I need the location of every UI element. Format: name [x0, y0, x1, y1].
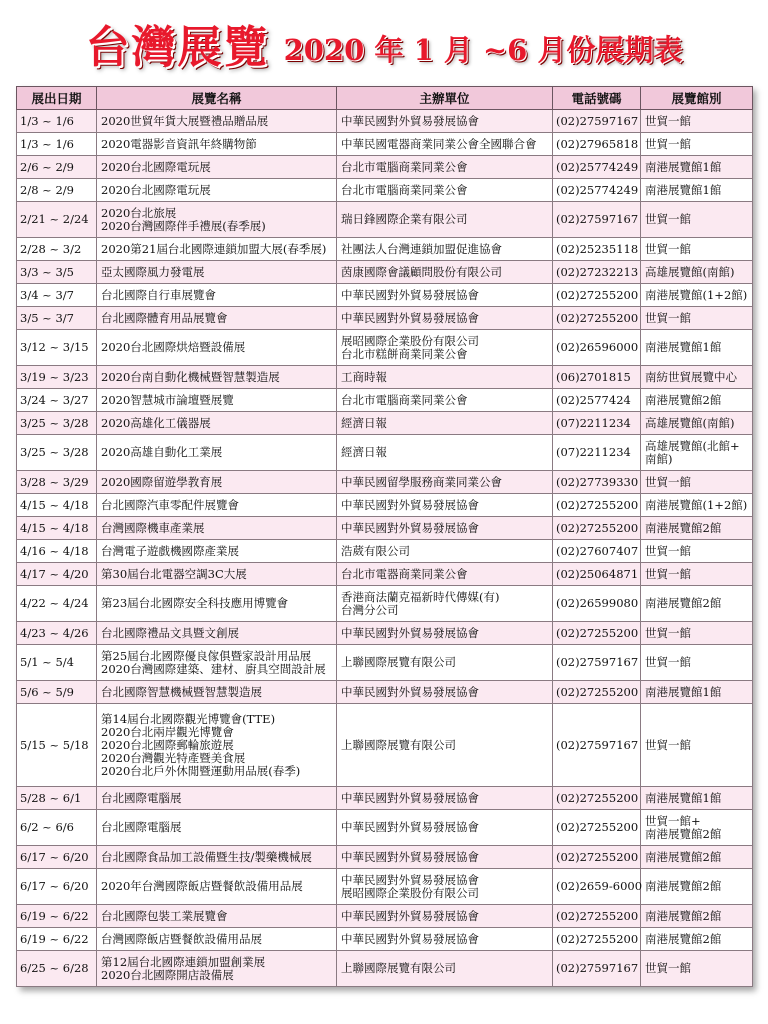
exhibition-name-cell: 台北國際體育用品展覽會 — [97, 307, 337, 330]
organizer-cell: 中華民國對外貿易發展協會 展昭國際企業股份有限公司 — [337, 869, 553, 905]
exhibition-name-cell: 2020第21屆台北國際連鎖加盟大展(春季展) — [97, 238, 337, 261]
exhibition-name-cell: 2020國際留遊學教育展 — [97, 471, 337, 494]
exhibition-name-cell: 2020年台灣國際飯店暨餐飲設備用品展 — [97, 869, 337, 905]
table-row — [17, 471, 753, 494]
phone-number-cell: (02)27255200 — [553, 681, 641, 704]
organizer-cell: 瑞日鋒國際企業有限公司 — [337, 202, 553, 238]
phone-number-cell: (02)27965818 — [553, 133, 641, 156]
phone-number-cell: (06)2701815 — [553, 366, 641, 389]
phone-number-cell: (02)25774249 — [553, 156, 641, 179]
exhibition-name-cell: 第12屆台北國際連鎖加盟創業展 2020台北國際開店設備展 — [97, 951, 337, 987]
venue-cell: 世貿一館 — [641, 133, 753, 156]
venue-cell: 南港展覽館2館 — [641, 928, 753, 951]
exhibition-date-cell: 3/24 ~ 3/27 — [17, 389, 97, 412]
venue-cell: 南紡世貿展覽中心 — [641, 366, 753, 389]
exhibition-date-cell: 4/15 ~ 4/18 — [17, 494, 97, 517]
venue-cell: 南港展覽館(1+2館) — [641, 284, 753, 307]
organizer-cell: 上聯國際展覽有限公司 — [337, 645, 553, 681]
exhibition-date-cell: 3/5 ~ 3/7 — [17, 307, 97, 330]
table-row — [17, 110, 753, 133]
exhibition-date-cell: 3/19 ~ 3/23 — [17, 366, 97, 389]
table-row — [17, 787, 753, 810]
table-row — [17, 704, 753, 787]
exhibition-date-cell: 4/15 ~ 4/18 — [17, 517, 97, 540]
venue-cell: 南港展覽館1館 — [641, 787, 753, 810]
column-header-organizer: 主辦單位 — [337, 87, 553, 110]
table-row — [17, 494, 753, 517]
phone-number-cell: (02)26599080 — [553, 586, 641, 622]
table-row — [17, 202, 753, 238]
table-row — [17, 517, 753, 540]
table-row — [17, 412, 753, 435]
table-row — [17, 179, 753, 202]
table-row — [17, 156, 753, 179]
phone-number-cell: (02)27232213 — [553, 261, 641, 284]
exhibition-name-cell: 2020台北國際電玩展 — [97, 179, 337, 202]
phone-number-cell: (02)27255200 — [553, 284, 641, 307]
exhibition-name-cell: 台北國際自行車展覽會 — [97, 284, 337, 307]
column-header-name: 展覽名稱 — [97, 87, 337, 110]
exhibition-date-cell: 6/17 ~ 6/20 — [17, 869, 97, 905]
venue-cell: 南港展覽館2館 — [641, 846, 753, 869]
venue-cell: 高雄展覽館(北館+ 南館) — [641, 435, 753, 471]
table-row — [17, 284, 753, 307]
table-row — [17, 810, 753, 846]
organizer-cell: 中華民國留學服務商業同業公會 — [337, 471, 553, 494]
exhibition-name-cell: 第23屆台北國際安全科技應用博覽會 — [97, 586, 337, 622]
table-row — [17, 435, 753, 471]
title-bar — [0, 0, 768, 80]
exhibition-date-cell: 5/6 ~ 5/9 — [17, 681, 97, 704]
organizer-cell: 中華民國對外貿易發展協會 — [337, 494, 553, 517]
venue-cell: 世貿一館 — [641, 471, 753, 494]
venue-cell: 南港展覽館1館 — [641, 330, 753, 366]
phone-number-cell: (02)27739330 — [553, 471, 641, 494]
exhibition-name-cell: 台北國際包裝工業展覽會 — [97, 905, 337, 928]
exhibition-name-cell: 2020世貿年貨大展暨禮品贈品展 — [97, 110, 337, 133]
exhibition-date-cell: 2/8 ~ 2/9 — [17, 179, 97, 202]
venue-cell: 南港展覽館2館 — [641, 517, 753, 540]
phone-number-cell: (02)27597167 — [553, 951, 641, 987]
exhibition-name-cell: 2020台南自動化機械暨智慧製造展 — [97, 366, 337, 389]
phone-number-cell: (02)27597167 — [553, 110, 641, 133]
organizer-cell: 中華民國對外貿易發展協會 — [337, 284, 553, 307]
exhibition-date-cell: 5/1 ~ 5/4 — [17, 645, 97, 681]
organizer-cell: 中華民國對外貿易發展協會 — [337, 307, 553, 330]
venue-cell: 南港展覽館1館 — [641, 681, 753, 704]
venue-cell: 高雄展覽館(南館) — [641, 412, 753, 435]
venue-cell: 南港展覽館1館 — [641, 179, 753, 202]
schedule-table — [16, 86, 753, 987]
exhibition-date-cell: 4/22 ~ 4/24 — [17, 586, 97, 622]
exhibition-name-cell: 台灣電子遊戲機國際產業展 — [97, 540, 337, 563]
venue-cell: 高雄展覽館(南館) — [641, 261, 753, 284]
exhibition-name-cell: 台北國際食品加工設備暨生技/製藥機械展 — [97, 846, 337, 869]
table-row — [17, 238, 753, 261]
exhibition-date-cell: 3/25 ~ 3/28 — [17, 435, 97, 471]
exhibition-date-cell: 4/16 ~ 4/18 — [17, 540, 97, 563]
exhibition-date-cell: 2/6 ~ 2/9 — [17, 156, 97, 179]
exhibition-date-cell: 1/3 ~ 1/6 — [17, 110, 97, 133]
table-header — [17, 87, 753, 110]
exhibition-date-cell: 6/25 ~ 6/28 — [17, 951, 97, 987]
phone-number-cell: (02)27597167 — [553, 704, 641, 787]
exhibition-date-cell: 6/19 ~ 6/22 — [17, 928, 97, 951]
exhibition-date-cell: 3/25 ~ 3/28 — [17, 412, 97, 435]
organizer-cell: 台北市電腦商業同業公會 — [337, 156, 553, 179]
organizer-cell: 中華民國對外貿易發展協會 — [337, 110, 553, 133]
exhibition-name-cell: 台灣國際機車產業展 — [97, 517, 337, 540]
organizer-cell: 經濟日報 — [337, 435, 553, 471]
phone-number-cell: (07)2211234 — [553, 412, 641, 435]
venue-cell: 世貿一館 — [641, 238, 753, 261]
organizer-cell: 中華民國對外貿易發展協會 — [337, 681, 553, 704]
organizer-cell: 台北市電腦商業同業公會 — [337, 179, 553, 202]
table-row — [17, 540, 753, 563]
table-body — [17, 110, 753, 987]
exhibition-name-cell: 亞太國際風力發電展 — [97, 261, 337, 284]
phone-number-cell: (02)27255200 — [553, 928, 641, 951]
organizer-cell: 社團法人台灣連鎖加盟促進協會 — [337, 238, 553, 261]
table-row — [17, 645, 753, 681]
organizer-cell: 香港商法蘭克福新時代傳媒(有) 台灣分公司 — [337, 586, 553, 622]
venue-cell: 世貿一館 — [641, 563, 753, 586]
exhibition-date-cell: 6/2 ~ 6/6 — [17, 810, 97, 846]
exhibition-date-cell: 2/28 ~ 3/2 — [17, 238, 97, 261]
table-row — [17, 951, 753, 987]
venue-cell: 世貿一館+ 南港展覽館2館 — [641, 810, 753, 846]
table-row — [17, 846, 753, 869]
exhibition-date-cell: 3/3 ~ 3/5 — [17, 261, 97, 284]
venue-cell: 南港展覽館(1+2館) — [641, 494, 753, 517]
exhibition-name-cell: 2020台北旅展 2020台灣國際伴手禮展(春季展) — [97, 202, 337, 238]
venue-cell: 世貿一館 — [641, 540, 753, 563]
organizer-cell: 中華民國對外貿易發展協會 — [337, 517, 553, 540]
table-row — [17, 563, 753, 586]
organizer-cell: 台北市電腦商業同業公會 — [337, 389, 553, 412]
column-header-phone: 電話號碼 — [553, 87, 641, 110]
phone-number-cell: (02)27255200 — [553, 846, 641, 869]
exhibition-name-cell: 2020高雄化工儀器展 — [97, 412, 337, 435]
table-row — [17, 869, 753, 905]
phone-number-cell: (02)27255200 — [553, 622, 641, 645]
organizer-cell: 展昭國際企業股份有限公司 台北市糕餅商業同業公會 — [337, 330, 553, 366]
venue-cell: 南港展覽館2館 — [641, 586, 753, 622]
exhibition-name-cell: 2020高雄自動化工業展 — [97, 435, 337, 471]
exhibition-date-cell: 1/3 ~ 1/6 — [17, 133, 97, 156]
venue-cell: 世貿一館 — [641, 951, 753, 987]
venue-cell: 南港展覽館2館 — [641, 389, 753, 412]
exhibition-name-cell: 第30屆台北電器空調3C大展 — [97, 563, 337, 586]
venue-cell: 世貿一館 — [641, 202, 753, 238]
exhibition-name-cell: 2020智慧城市論壇暨展覽 — [97, 389, 337, 412]
exhibition-name-cell: 台北國際電腦展 — [97, 787, 337, 810]
exhibition-name-cell: 2020台北國際電玩展 — [97, 156, 337, 179]
venue-cell: 世貿一館 — [641, 645, 753, 681]
column-header-date: 展出日期 — [17, 87, 97, 110]
exhibition-name-cell: 台北國際禮品文具暨文創展 — [97, 622, 337, 645]
phone-number-cell: (02)25064871 — [553, 563, 641, 586]
exhibition-name-cell: 2020台北國際烘焙暨設備展 — [97, 330, 337, 366]
venue-cell: 世貿一館 — [641, 704, 753, 787]
organizer-cell: 中華民國對外貿易發展協會 — [337, 846, 553, 869]
phone-number-cell: (02)27255200 — [553, 787, 641, 810]
table-row — [17, 133, 753, 156]
organizer-cell: 台北市電器商業同業公會 — [337, 563, 553, 586]
phone-number-cell: (02)27255200 — [553, 307, 641, 330]
exhibition-date-cell: 6/19 ~ 6/22 — [17, 905, 97, 928]
exhibition-date-cell: 3/4 ~ 3/7 — [17, 284, 97, 307]
table-row — [17, 366, 753, 389]
venue-cell: 世貿一館 — [641, 622, 753, 645]
table-row — [17, 681, 753, 704]
table-row — [17, 307, 753, 330]
venue-cell: 南港展覽館2館 — [641, 869, 753, 905]
phone-number-cell: (02)26596000 — [553, 330, 641, 366]
venue-cell: 南港展覽館1館 — [641, 156, 753, 179]
phone-number-cell: (02)27597167 — [553, 645, 641, 681]
venue-cell: 南港展覽館2館 — [641, 905, 753, 928]
phone-number-cell: (02)25774249 — [553, 179, 641, 202]
exhibition-date-cell: 3/12 ~ 3/15 — [17, 330, 97, 366]
schedule-table-frame — [16, 86, 752, 987]
table-row — [17, 905, 753, 928]
organizer-cell: 中華民國對外貿易發展協會 — [337, 810, 553, 846]
phone-number-cell: (02)27597167 — [553, 202, 641, 238]
page-subtitle: 2020 年 1 月 ~6 月份展期表 — [283, 33, 683, 67]
exhibition-name-cell: 第14屆台北國際觀光博覽會(TTE) 2020台北兩岸觀光博覽會 2020台北國際郵輪旅遊展 2020台灣觀光特產暨美食展 2020台北戶外休閒暨運動用品展(春季) — [97, 704, 337, 787]
exhibition-date-cell: 4/17 ~ 4/20 — [17, 563, 97, 586]
phone-number-cell: (02)2659-6000 — [553, 869, 641, 905]
exhibition-date-cell: 4/23 ~ 4/26 — [17, 622, 97, 645]
organizer-cell: 中華民國對外貿易發展協會 — [337, 905, 553, 928]
phone-number-cell: (02)2577424 — [553, 389, 641, 412]
exhibition-name-cell: 2020電器影音資訊年終購物節 — [97, 133, 337, 156]
exhibition-name-cell: 台北國際電腦展 — [97, 810, 337, 846]
exhibition-date-cell: 2/21 ~ 2/24 — [17, 202, 97, 238]
phone-number-cell: (02)27255200 — [553, 494, 641, 517]
exhibition-date-cell: 5/28 ~ 6/1 — [17, 787, 97, 810]
organizer-cell: 中華民國對外貿易發展協會 — [337, 928, 553, 951]
exhibition-name-cell: 台灣國際飯店暨餐飲設備用品展 — [97, 928, 337, 951]
phone-number-cell: (02)27607407 — [553, 540, 641, 563]
exhibition-name-cell: 台北國際汽車零配件展覽會 — [97, 494, 337, 517]
exhibition-date-cell: 6/17 ~ 6/20 — [17, 846, 97, 869]
phone-number-cell: (02)27255200 — [553, 905, 641, 928]
table-row — [17, 622, 753, 645]
exhibition-name-cell: 第25屆台北國際優良傢俱暨家設計用品展 2020台灣國際建築、建材、廚具空間設計展 — [97, 645, 337, 681]
organizer-cell: 上聯國際展覽有限公司 — [337, 951, 553, 987]
exhibition-date-cell: 5/15 ~ 5/18 — [17, 704, 97, 787]
table-row — [17, 586, 753, 622]
table-row — [17, 261, 753, 284]
column-header-venue: 展覽館別 — [641, 87, 753, 110]
table-row — [17, 330, 753, 366]
venue-cell: 世貿一館 — [641, 307, 753, 330]
phone-number-cell: (02)27255200 — [553, 517, 641, 540]
phone-number-cell: (02)27255200 — [553, 810, 641, 846]
organizer-cell: 中華民國對外貿易發展協會 — [337, 622, 553, 645]
exhibition-date-cell: 3/28 ~ 3/29 — [17, 471, 97, 494]
organizer-cell: 經濟日報 — [337, 412, 553, 435]
organizer-cell: 上聯國際展覽有限公司 — [337, 704, 553, 787]
table-header-row — [17, 87, 753, 110]
exhibition-name-cell: 台北國際智慧機械暨智慧製造展 — [97, 681, 337, 704]
venue-cell: 世貿一館 — [641, 110, 753, 133]
organizer-cell: 茵康國際會議顧問股份有限公司 — [337, 261, 553, 284]
table-row — [17, 928, 753, 951]
phone-number-cell: (07)2211234 — [553, 435, 641, 471]
organizer-cell: 工商時報 — [337, 366, 553, 389]
organizer-cell: 浩葳有限公司 — [337, 540, 553, 563]
organizer-cell: 中華民國對外貿易發展協會 — [337, 787, 553, 810]
table-row — [17, 389, 753, 412]
page-title: 台灣展覽 — [85, 22, 270, 73]
phone-number-cell: (02)25235118 — [553, 238, 641, 261]
organizer-cell: 中華民國電器商業同業公會全國聯合會 — [337, 133, 553, 156]
